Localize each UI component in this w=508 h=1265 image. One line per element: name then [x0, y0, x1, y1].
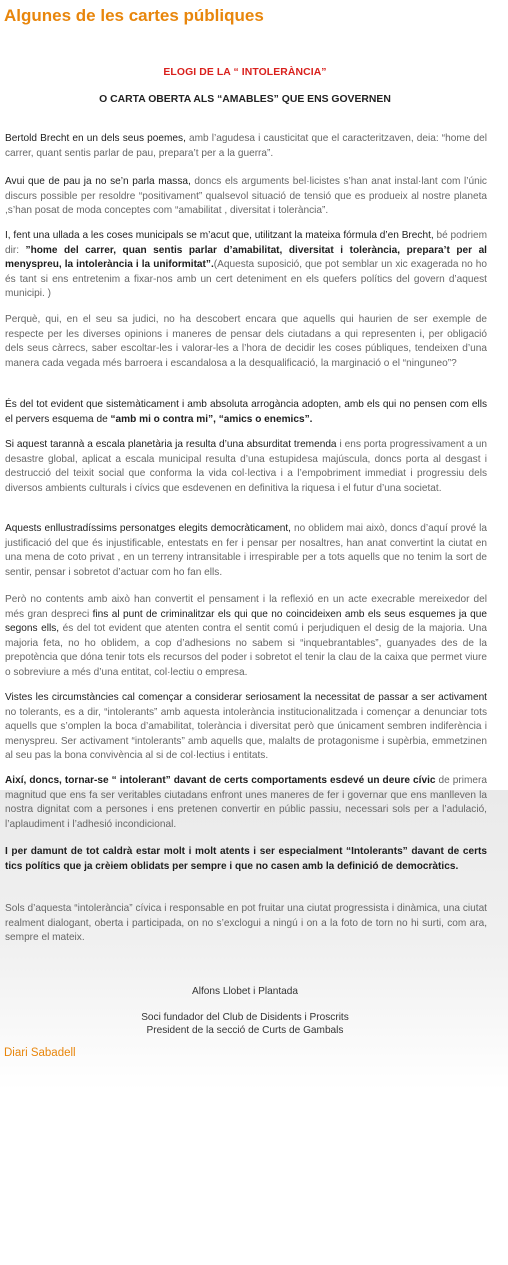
p10-lead: Així, doncs, tornar-se “ intolerant” davant de certs comportaments esdevé un deure cívic [5, 775, 436, 786]
p3-lead: I, fent una ullada a les coses municipals se m’acut que, utilitzant la mateixa fórmula d’en Brecht, [5, 230, 434, 241]
p1-body: amb l’agudesa i causticitat que el caracteritzaven, deia: “home del carrer, quant sentis parlar de pau, prepara’t per a la guerra”. [5, 133, 487, 159]
p8-body: és del tot evident que atenten contra el sentit comú i perjudiquen el desig de la majoria. Una majoria feta, no ho oblidem, a cop d’adhesions no sabem si “inquebrantables”, guanyades des de la prepotència que dóna tenir tots els recursos del poder i sobretot el tenir la clau de la caixa que permet viure o sobreviure a més d’una entitat, col·lectiu o empresa. [5, 623, 487, 678]
paragraph-3 [5, 229, 487, 302]
signature-role-2: President de la secció de Curts de Gambals [146, 1025, 344, 1036]
paragraph-1 [5, 132, 487, 161]
paragraph-6 [5, 438, 487, 496]
p10-body: de primera magnitud que ens fa ser veritables ciutadans enfront unes maneres de fer i governar que ens manlleven la nostra dignitat com a persones i ens pretenen convertir en públic passiu, necessari sols per a l’adulació, l’aplaudiment i l’adhesió incondicional. [5, 775, 487, 830]
article-title: ELOGI DE LA “ INTOLERÀNCIA” [163, 67, 327, 78]
p2-lead: Avui que de pau ja no se’n parla massa, [5, 176, 191, 187]
p9-body: no tolerants, es a dir, “intolerants” amb aquesta intolerància institucionalitzada i començar a denunciar tots aquells que s’omplen la boca d’amabilitat, tolerància i diversitat però que únicament sembren indiferència i menyspreu. Ser activament “intolerants” amb aquells que, malalts de protagonisme i supèrbia, emmetzinen al seu pas la bona convivència al si de col·lectius i entitats. [5, 706, 487, 761]
p8-lead: Però no contents amb això han convertit el pensament i la reflexió en un acte execrable mereixedor del més gran despreci [5, 594, 487, 620]
p3-connector: bé podriem dir: [5, 230, 487, 256]
paragraph-9 [5, 691, 487, 764]
page-title: Algunes de les cartes públiques [4, 6, 264, 25]
p5-quote: “amb mi o contra mi”, “amics o enemics”. [110, 413, 313, 425]
source-link[interactable]: Diari Sabadell [4, 1047, 76, 1059]
p2-body: doncs els arguments bel·licistes s’han anat instal·lant com l’únic discurs possible per resoldre “positivament” qualsevol situació de tensió que es produeix al nostre planeta ,s’han posat de moda conceptes com “amabilitat , diversitat i tolerància”. [5, 176, 487, 216]
paragraph-12: Sols d’aquesta “intolerància” cívica i responsable en pot fruitar una ciutat progressista i dinàmica, una ciutat realment dialogant, oberta i participada, on no s’exclogui a ningú i on a la foto de torn no hi surti, com ara, sempre el mateix. [5, 903, 487, 943]
p5-lead: És del tot evident que sistemàticament i amb absoluta arrogància adopten, amb els qui no pensen com ells el pervers esquema de [5, 399, 487, 425]
p6-body: i ens porta progressivament a un desastre global, aplicat a escala municipal resulta d’una estupidesa majúscula, doncs porta al desgast i destrucció del teixit social que conforma la vida col·lectiva i a l’empobriment immediat i progressiu dels diversos ambients culturals i cívics que esdevenen en definitiva la riquesa i el futur d’una societat. [5, 439, 487, 494]
p7-lead: Aquests enllustradíssims personatges elegits democràticament, [5, 523, 291, 534]
paragraph-7 [5, 522, 487, 580]
p8-middle: fins al punt de criminalitzar els qui que no coincideixen amb els seus esquemes ja que segons ells, [5, 608, 487, 634]
paragraph-2 [5, 175, 487, 219]
p6-lead: Si aquest tarannà a escala planetària ja resulta d’una absurditat tremenda [5, 439, 337, 450]
signature-name: Alfons Llobet i Plantada [191, 986, 299, 997]
paragraph-8 [5, 593, 487, 680]
signature-role-1: Soci fundador del Club de Disidents i Proscrits [141, 1012, 349, 1023]
p3-body: (Aquesta suposició, que pot semblar un xic exagerada no ho és tant si ens entretenim a fixar-nos amb un cert deteniment en els quefers polítics del govern d’aquest municipi. ) [5, 259, 487, 299]
p9-lead: Vistes les circumstàncies cal començar a considerar seriosament la necessitat de passar a ser activament [5, 692, 487, 703]
paragraph-4: Perquè, qui, en el seu sa judici, no ha descobert encara que aquells qui haurien de ser exemple de respecte per les diverses opinions i maneres de pensar dels ciutadans a qui representen i, per obligació dels seus càrrecs, saber escoltar-les i valorar-les a l’hora de decidir les coses públiques, tendeixen d’una manera cada vegada més barroera i escandalosa a la desqualificació, la marginació o el “ninguneo”? [5, 314, 487, 369]
p7-body: no oblidem mai això, doncs d’aquí prové la justificació del que és injustificable, entestats en fer i pensar per nosaltres, han anat convertint la ciutat en una mena de coto privat , en un terreny intransitable i irrespirable per a tots aquells que no tenim la sort de sentir, pensar i sobretot d’actuar com ho fan ells. [5, 523, 488, 578]
p3-quote: ”home del carrer, quan sentis parlar d’amabilitat, diversitat i tolerància, prepara’t per al menyspreu, la intolerància i la uniformitat”. [5, 244, 487, 270]
p1-lead: Bertold Brecht en un dels seus poemes, [5, 133, 186, 144]
paragraph-11: I per damunt de tot caldrà estar molt i molt atents i ser especialment “Intolerants” davant de certs tics polítics que ja crèiem oblidats per sempre i que no casen amb la definició de democràtics. [5, 846, 487, 872]
article-subtitle: O CARTA OBERTA ALS “AMABLES” QUE ENS GOVERNEN [99, 94, 391, 105]
paragraph-5 [5, 398, 487, 427]
paragraph-10 [5, 774, 487, 832]
